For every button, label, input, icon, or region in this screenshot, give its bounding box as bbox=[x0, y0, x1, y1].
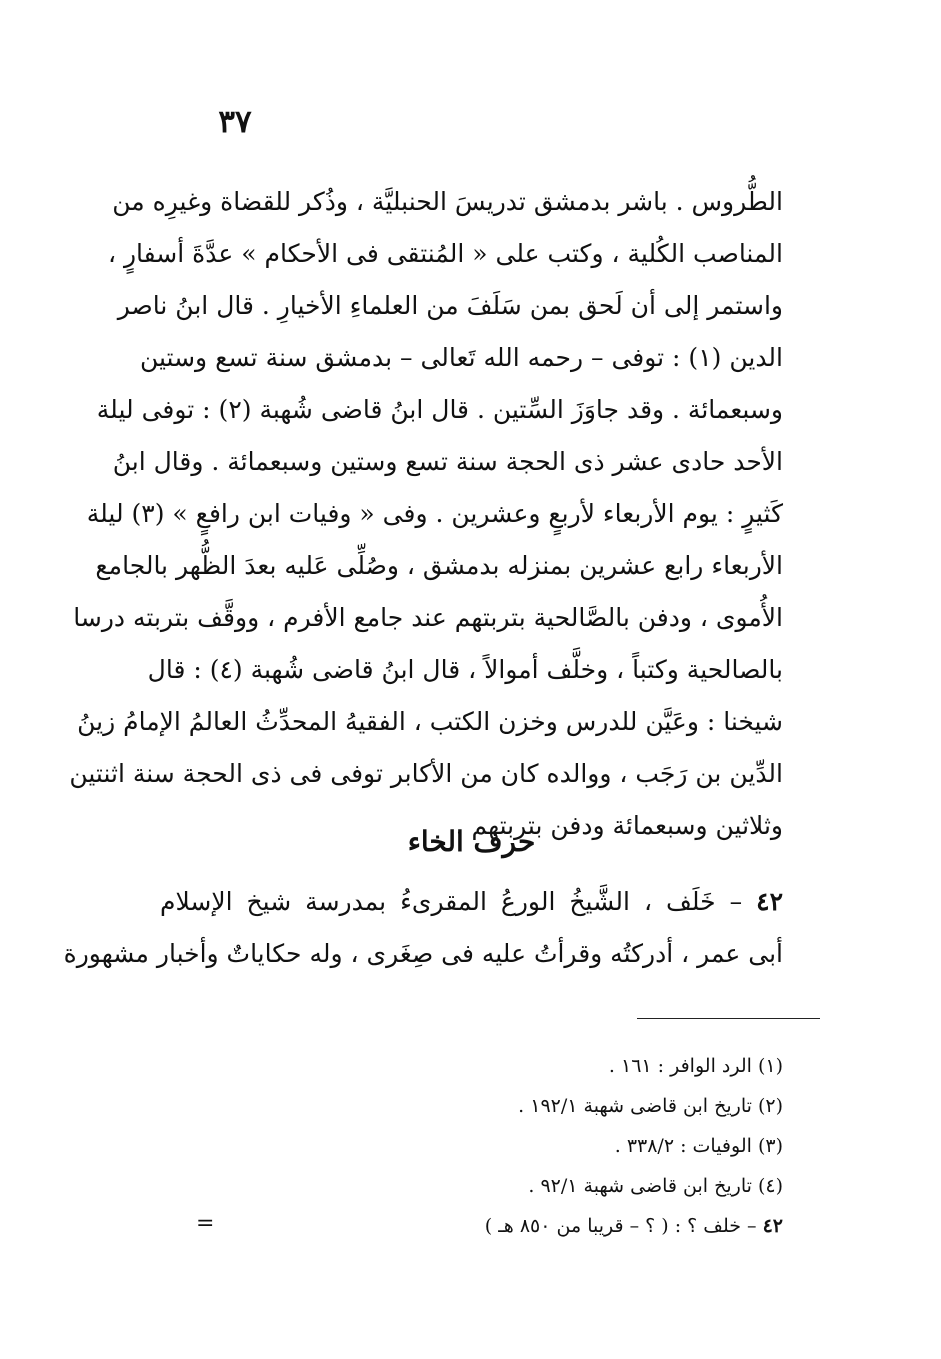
continuation-mark: = bbox=[196, 1211, 215, 1236]
paragraph-line: شيخنا : وعَيَّن للدرس وخزن الكتب ، الفقيهُ المحدِّثُ العالمُ الإمامُ زينُ bbox=[77, 707, 783, 736]
footnote-divider bbox=[637, 1018, 820, 1019]
entry-text: – خَلَف ، الشَّيخُ الورعُ المقرىءُ بمدرسة شيخ الإسلام bbox=[160, 887, 743, 916]
paragraph-line: الأُموى ، ودفن بالصَّالحية بتربتهم عند جامع الأفرم ، ووقَّف بتربته درسا bbox=[73, 603, 783, 632]
paragraph-line: واستمر إلى أن لَحق بمن سَلَفَ من العلماءِ الأخيارِ . قال ابنُ ناصر bbox=[117, 291, 783, 320]
paragraph-line: الدِّين بن رَجَب ، ووالده كان من الأكابر توفى فى ذى الحجة سنة اثنتين bbox=[69, 759, 783, 788]
paragraph-line: وسبعمائة . وقد جاوَزَ السِّتين . قال ابنُ قاضى شُهبة (٢) : توفى ليلة bbox=[96, 395, 783, 424]
footnote: (٣) الوفيات : ٣٣٨/٢ . bbox=[614, 1135, 783, 1157]
entry-number: ٤٢ bbox=[756, 887, 783, 916]
entry-note-number: ٤٢ bbox=[762, 1215, 783, 1237]
paragraph-line: المناصب الكُلية ، وكتب على « المُنتقى فى الأحكام » عدَّةَ أسفارٍ ، bbox=[107, 239, 783, 268]
page-number: ٣٧ bbox=[218, 104, 252, 140]
paragraph-line: الأربعاء رابع عشرين بمنزله بدمشق ، وصُلِّى عَليه بعدَ الظُّهر بالجامع bbox=[95, 551, 783, 580]
paragraph-line: الطُّروس . باشر بدمشق تدريسَ الحنبليَّة ، وذُكر للقضاة وغيرِه من bbox=[112, 187, 783, 216]
footnote: (٤) تاريخ ابن قاضى شهبة ٩٢/١ . bbox=[528, 1175, 783, 1197]
entry-note bbox=[360, 1206, 783, 1246]
paragraph-line: وثلاثين وسبعمائة ودفن بتربتهم . bbox=[455, 811, 783, 840]
entry-line bbox=[160, 876, 783, 928]
footnote: (٢) تاريخ ابن قاضى شهبة ١٩٢/١ . bbox=[518, 1095, 783, 1117]
entry-line: أبى عمر ، أدركتُه وقرأتُ عليه فى صِغَرى ، وله حكاياتٌ وأخبار مشهورة bbox=[63, 939, 783, 968]
footnotes bbox=[360, 1046, 783, 1246]
paragraph-line: الدين (١) : توفى – رحمه الله تَعالى – بدمشق سنة تسع وستين bbox=[139, 343, 783, 372]
paragraph-line: الأحد حادى عشر ذى الحجة سنة تسع وستين وسبعمائة . وقال ابنُ bbox=[112, 447, 783, 476]
paragraph-line: بالصالحية وكتباً ، وخلَّف أموالاً ، قال ابنُ قاضى شُهبة (٤) : قال bbox=[147, 655, 783, 684]
entry-42 bbox=[63, 876, 783, 980]
entry-note-text: – خلف ؟ : ( ؟ – قريبا من ٨٥٠ هـ ) bbox=[484, 1215, 757, 1237]
paragraph-line: كَثيرٍ : يوم الأربعاء لأربعٍ وعشرين . وفى « وفيات ابن رافعٍ » (٣) ليلة bbox=[86, 499, 783, 528]
footnote: (١) الرد الوافر : ١٦١ . bbox=[608, 1055, 783, 1077]
main-paragraph bbox=[69, 176, 783, 852]
section-heading: حرف الخاء bbox=[407, 825, 536, 858]
